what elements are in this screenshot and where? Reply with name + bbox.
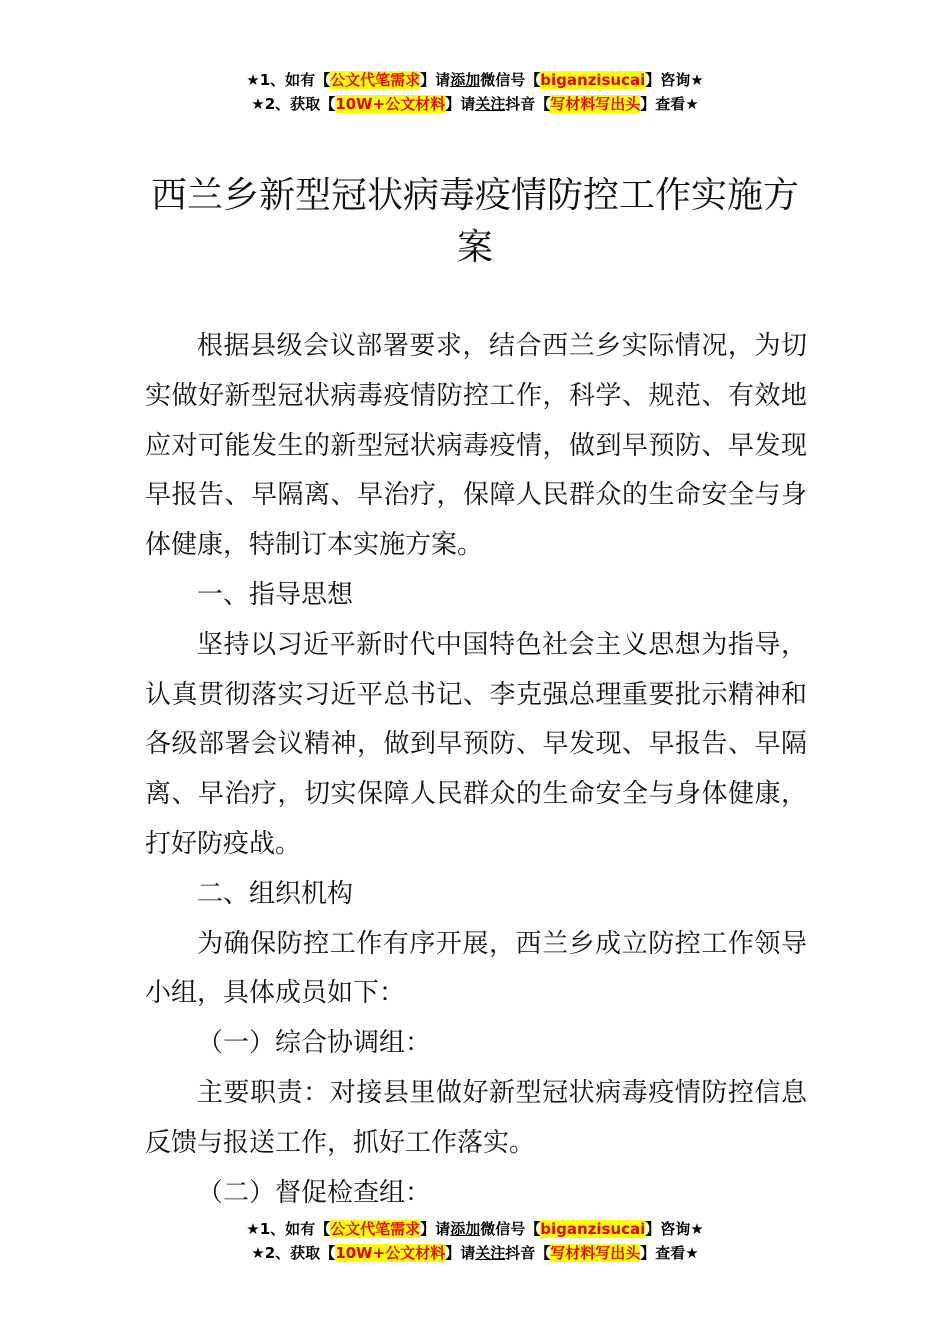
top-banner xyxy=(0,68,950,116)
banner-text: 2、获取【 xyxy=(264,1244,336,1262)
banner-text: 】请 xyxy=(445,1244,476,1262)
banner-text: 微信号【 xyxy=(480,71,541,89)
banner-line-1 xyxy=(0,68,950,92)
star-icon: ★ xyxy=(246,71,260,89)
banner-text: 】查看★ xyxy=(640,1244,699,1262)
bottom-banner xyxy=(0,1217,950,1265)
banner-text: 2、获取【 xyxy=(264,95,336,113)
banner-highlight: biganzisucai xyxy=(540,71,646,89)
banner-text: 1、如有【 xyxy=(259,1220,331,1238)
banner-highlight: 公文代笔需求 xyxy=(330,71,421,89)
banner-text: 】请 xyxy=(420,1220,451,1238)
star-icon: ★ xyxy=(251,95,265,113)
banner-text: 】咨询★ xyxy=(645,71,704,89)
star-icon: ★ xyxy=(246,1220,260,1238)
banner-underlined: 关注 xyxy=(475,95,506,113)
banner-highlight: 写材料写出头 xyxy=(550,1244,641,1262)
subsection-heading: （二）督促检查组： xyxy=(197,1177,432,1208)
banner-text: 】查看★ xyxy=(640,95,699,113)
banner-line-1 xyxy=(0,1217,950,1241)
paragraph: 坚持以习近平新时代中国特色社会主义思想为指导，认真贯彻落实习近平总书记、李克强总理重要批示精神和各级部署会议精神，做到早预防、早发现、早报告、早隔离、早治疗，切实保障人民群众的生命安全与身体健康，打好防疫战。 xyxy=(145,629,807,859)
banner-text: 微信号【 xyxy=(480,1220,541,1238)
document-body xyxy=(145,322,807,1218)
banner-text: 抖音【 xyxy=(505,95,551,113)
banner-line-2 xyxy=(0,1241,950,1265)
banner-highlight: 写材料写出头 xyxy=(550,95,641,113)
banner-text: 抖音【 xyxy=(505,1244,551,1262)
subsection-heading: （一）综合协调组： xyxy=(197,1028,432,1059)
document-title: 西兰乡新型冠状病毒疫情防控工作实施方案 xyxy=(150,175,799,268)
banner-highlight: biganzisucai xyxy=(540,1220,646,1238)
section-heading: 一、指导思想 xyxy=(197,579,354,610)
paragraph: 为确保防控工作有序开展，西兰乡成立防控工作领导小组，具体成员如下： xyxy=(145,928,807,1009)
banner-underlined: 关注 xyxy=(475,1244,506,1262)
banner-text: 】请 xyxy=(420,71,451,89)
banner-highlight: 公文代笔需求 xyxy=(330,1220,421,1238)
banner-text: 】请 xyxy=(445,95,476,113)
paragraph: 根据县级会议部署要求，结合西兰乡实际情况，为切实做好新型冠状病毒疫情防控工作，科学、规范、有效地应对可能发生的新型冠状病毒疫情，做到早预防、早发现早报告、早隔离、早治疗，保障人民群众的生命安全与身体健康，特制订本实施方案。 xyxy=(145,331,807,561)
banner-underlined: 添加 xyxy=(450,1220,481,1238)
banner-line-2 xyxy=(0,92,950,116)
banner-highlight: 10W+公文材料 xyxy=(335,1244,446,1262)
banner-text: 1、如有【 xyxy=(259,71,331,89)
banner-highlight: 10W+公文材料 xyxy=(335,95,446,113)
banner-underlined: 添加 xyxy=(450,71,481,89)
star-icon: ★ xyxy=(251,1244,265,1262)
banner-text: 】咨询★ xyxy=(645,1220,704,1238)
section-heading: 二、组织机构 xyxy=(197,878,354,909)
paragraph: 主要职责：对接县里做好新型冠状病毒疫情防控信息反馈与报送工作，抓好工作落实。 xyxy=(145,1077,807,1158)
